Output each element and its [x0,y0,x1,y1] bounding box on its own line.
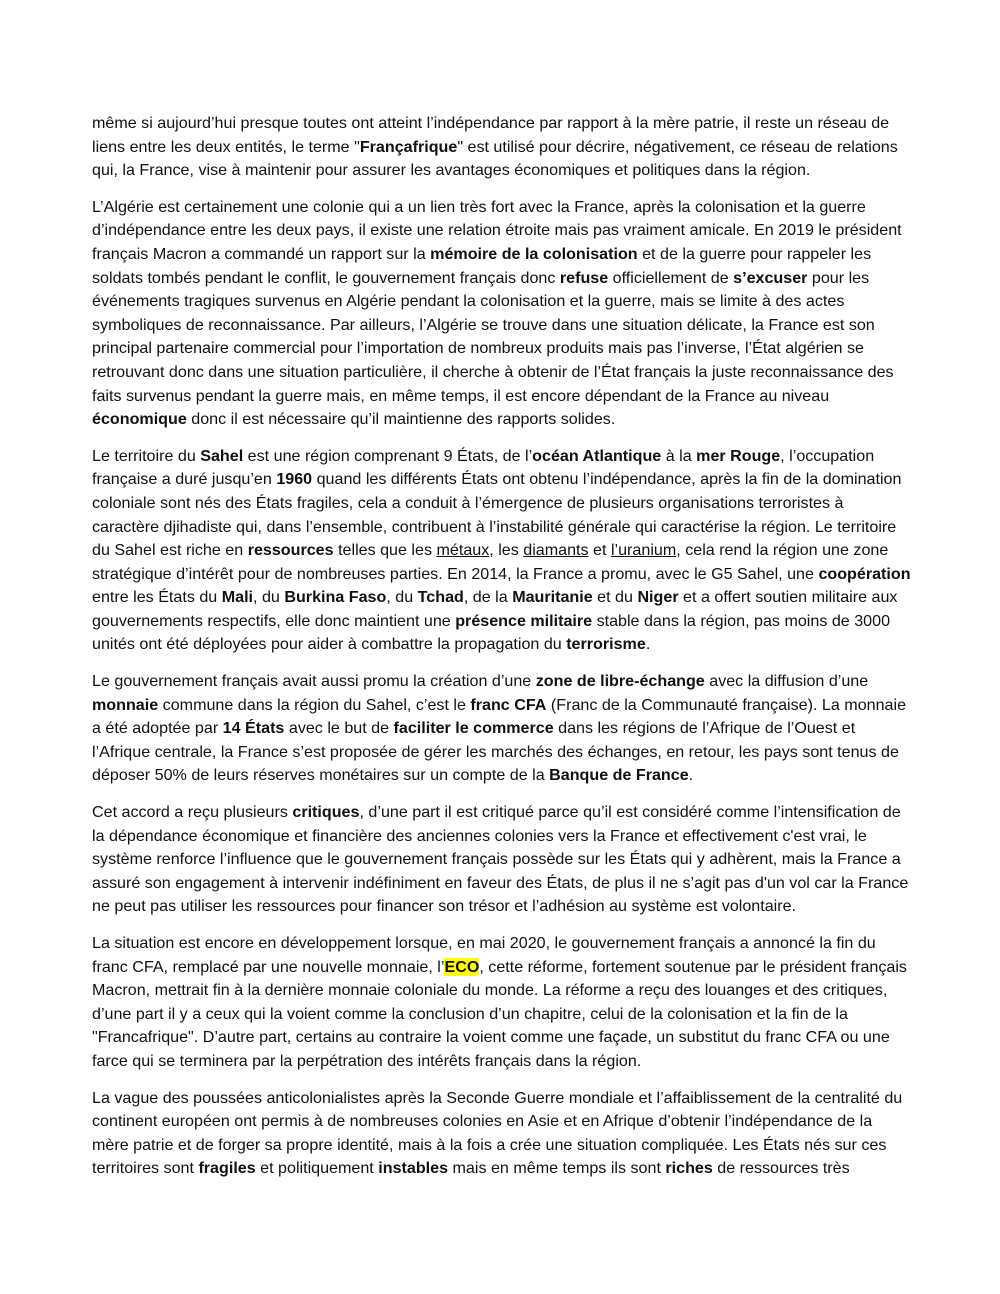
document-page [92,112,912,1194]
text-run: La situation est encore en développement lorsque, en mai 2020, le gouvernement français a annoncé la fin du franc CFA, remplacé par une nouvelle monnaie, l’ [92,934,876,976]
underlined-term: métaux [436,541,490,560]
bold-term: Banque de France [549,766,689,785]
bold-term: Sahel [200,446,244,465]
bold-term: Mali [221,588,254,607]
bold-term: Tchad [417,588,464,607]
bold-term: terrorisme [566,635,646,654]
bold-term: riches [665,1159,713,1178]
text-run: , du [253,588,285,607]
text-run: telles que les [333,541,437,560]
bold-term: ressources [247,541,334,560]
bold-term: 14 États [222,719,285,738]
text-run: stable dans la région, pas moins de 3000 unités ont été déployées pour aider à combattre la propagation du [92,611,891,654]
bold-term: monnaie [92,695,159,714]
text-run: officiellement de [608,268,734,287]
paragraph [92,670,912,788]
text-run: avec la diffusion d’une [704,672,869,691]
text-run: , du [386,588,418,607]
text-run: " est utilisé pour décrire, négativement, ce réseau de relations qui, la France, vise à maintenir pour assurer les avantages économiques et politiques dans la région. [92,137,898,180]
bold-term: 1960 [276,470,313,489]
text-run: à la [661,446,697,465]
bold-term: refuse [559,268,609,287]
text-run: Le territoire du [92,446,201,465]
text-run: , l’occupation française a duré jusqu’en [92,446,875,489]
paragraph [92,801,912,919]
text-run: Cet accord a reçu plusieurs [92,803,293,822]
text-run: (Franc de la Communauté française). La monnaie a été adoptée par [92,695,907,738]
text-run: mais en même temps ils sont [448,1159,666,1178]
bold-term: faciliter le commerce [393,719,554,738]
paragraph [92,196,912,432]
text-run: et [588,541,611,560]
bold-term: instables [378,1159,449,1178]
text-run: de ressources très [712,1159,850,1178]
text-run: , cette réforme, fortement soutenue par le président français Macron, mettrait fin à la dernière monnaie coloniale du monde. La réforme a reçu des louanges et des critiques, d’une part il y a ceux qui la voient comme la conclusion d’un chapitre, celui de la colonisation et la fin de la "Francafrique". D’autre part, certains au contraire la voient comme une façade, un substitut du franc CFA ou une farce qui se terminera par la perpétration des intérêts français dans la région. [92,957,907,1070]
underlined-term: diamants [523,541,589,560]
text-run: , cela rend la région une zone stratégique d’intérêt pour de nombreuses parties. En 2014, la France a promu, avec le G5 Sahel, une [92,541,889,583]
text-run: , de la [463,588,513,607]
text-run: avec le but de [284,719,394,738]
text-run: donc il est nécessaire qu’il maintienne des rapports solides. [186,410,616,429]
highlighted-term: ECO [444,957,480,976]
bold-term: Françafrique [359,137,458,156]
text-run: pour les événements tragiques survenus en Algérie pendant la colonisation et la guerre, mais se limite à des actes symboliques de reconnaissance. Par ailleurs, l’Algérie se trouve dans une situation délicate, la France est son principal partenaire commercial pour l’importation de nombreux produits mais pas l’inverse, l’État algérien se retrouvant donc dans une situation particulière, il cherche à obtenir de l’État français la juste reconnaissance des faits survenus pendant la guerre mais, en même temps, il est encore dépendant de la France au niveau [92,268,894,405]
bold-term: mémoire de la colonisation [430,244,638,263]
text-run: et a offert soutien militaire aux gouvernements respectifs, elle donc maintient une [92,588,898,630]
text-run: est une région comprenant 9 États, de l’ [243,446,533,465]
underlined-term: l’uranium [610,541,677,560]
bold-term: présence militaire [455,611,593,630]
bold-term: économique [92,410,187,429]
bold-term: critiques [292,803,360,822]
bold-term: Niger [637,588,679,607]
bold-term: mer Rouge [696,446,781,465]
bold-term: Burkina Faso [284,588,387,607]
text-run: Le gouvernement français avait aussi promu la création d’une [92,672,536,691]
bold-term: Mauritanie [512,588,593,607]
bold-term: fragiles [198,1159,256,1178]
bold-term: océan Atlantique [532,446,662,465]
text-run: , d’une part il est critiqué parce qu’il est considéré comme l’intensification de la dépendance économique et financière des anciennes colonies vers la France et effectivement c'est vrai, le système renforce l’influence que le gouvernement français possède sur les États qui y adhèrent, mais la France a assuré son engagement à intervenir indéfiniment en faveur des États, de plus il ne s’agit pas d'un vol car la France ne peut pas utiliser les ressources pour financer son trésor et l’adhésion au système est volontaire. [92,803,909,916]
text-run: , les [489,541,524,560]
bold-term: franc CFA [470,695,547,714]
text-run: et politiquement [255,1159,379,1178]
text-run: . [688,766,694,785]
bold-term: coopération [818,564,911,583]
text-run: La vague des poussées anticolonialistes après la Seconde Guerre mondiale et l’affaiblissement de la centralité du continent européen ont permis à de nombreuses colonies en Asie et en Afrique d’obtenir l’indépendance de la mère patrie et de forger sa propre identité, mais à la fois a crée une situation compliquée. Les États nés sur ces territoires sont [92,1088,903,1178]
bold-term: zone de libre-échange [535,672,705,691]
paragraph [92,932,912,1074]
text-run: commune dans la région du Sahel, c’est le [158,695,471,714]
paragraph [92,112,912,183]
text-run: . [645,635,651,654]
text-run: L’Algérie est certainement une colonie qui a un lien très fort avec la France, après la colonisation et la guerre d’indépendance entre les deux pays, il existe une relation étroite mais pas vraiment amicale. En 2019 le président français Macron a commandé un rapport sur la [92,197,902,263]
text-run: entre les États du [92,588,222,607]
paragraph [92,1087,912,1181]
bold-term: s’excuser [733,268,808,287]
text-run: et de la guerre pour rappeler les soldats tombés pendant le conflit, le gouvernement français donc [92,244,872,287]
text-run: et du [592,588,638,607]
text-run: même si aujourd’hui presque toutes ont atteint l’indépendance par rapport à la mère patrie, il reste un réseau de liens entre les deux entités, le terme " [92,114,890,156]
text-run: dans les régions de l’Afrique de l’Ouest et l’Afrique centrale, la France s’est proposée de gérer les marchés des échanges, en retour, les pays sont tenus de déposer 50% de leurs réserves monétaires sur un compte de la [92,719,899,785]
text-run: quand les différents États ont obtenu l’indépendance, après la fin de la domination coloniale sont nés des États fragiles, cela a conduit à l’émergence de plusieurs organisations terroristes à caractère djihadiste qui, dans l’ensemble, contribuent à l’instabilité générale qui caractérise la région. Le territoire du Sahel est riche en [92,470,902,560]
paragraph [92,445,912,657]
